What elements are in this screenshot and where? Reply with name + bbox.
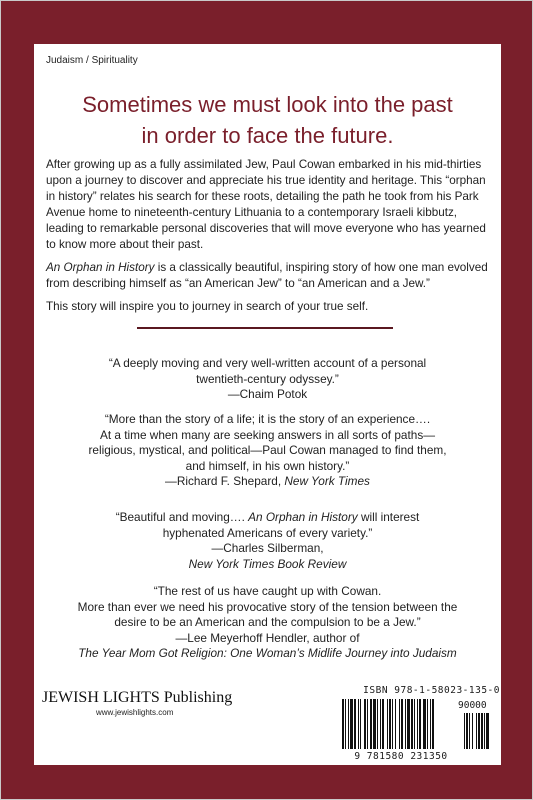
review-quote-silberman <box>34 510 501 572</box>
quote-line: More than ever we need his provocative story of the tension between the <box>77 599 458 614</box>
quote-line: At a time when many are seeking answers in all sorts of paths— <box>99 427 436 442</box>
headline-line-2: in order to face the future. <box>141 123 394 148</box>
headline-line-1: Sometimes we must look into the past <box>82 92 453 117</box>
attribution-publication: New York Times <box>284 474 370 488</box>
quote-line: and himself, in his own history.” <box>185 458 350 473</box>
quote-line: desire to be an American and the compulsion to be a Jew.” <box>114 615 421 629</box>
quote-text: “Beautiful and moving…. <box>115 510 249 524</box>
headline <box>34 89 501 151</box>
attribution-publication: New York Times Book Review <box>188 556 347 571</box>
quote-line: “The rest of us have caught up with Cowan. <box>153 584 382 598</box>
review-quote-hendler <box>34 584 501 662</box>
publisher-logo: JEWISH LIGHTS Publishing <box>42 689 233 706</box>
quote-line: religious, mystical, and political—Paul Cowan managed to find them, <box>88 443 447 457</box>
attribution-name: —Lee Meyerhoff Hendler, author of <box>175 630 360 645</box>
attribution-name: —Richard F. Shepard, <box>165 474 285 488</box>
quote-line: “More than the story of a life; it is the story of an experience…. <box>104 412 431 426</box>
cover-panel <box>34 44 501 765</box>
description <box>46 157 494 322</box>
book-title-italic: An Orphan in History <box>248 510 358 524</box>
description-paragraph-2-text: is a classically beautiful, inspiring story of how one man evolved from describing himself as “an American Jew” to “an American and a Jew.” <box>46 261 488 290</box>
quote-line <box>34 510 501 526</box>
category-label: Judaism / Spirituality <box>46 55 138 66</box>
quote-line: hyphenated Americans of every variety.” <box>162 525 373 540</box>
book-title-italic: An Orphan in History <box>46 261 155 274</box>
isbn-label: ISBN 978-1-58023-135-0 <box>363 685 500 696</box>
quote-line: “A deeply moving and very well-written account of a personal <box>108 356 427 370</box>
publisher-url: www.jewishlights.com <box>96 708 174 717</box>
isbn-barcode <box>340 685 500 765</box>
quote-line: twentieth-century odyssey.” <box>196 371 339 386</box>
attribution-name: —Charles Silberman, <box>211 541 324 555</box>
description-paragraph-1: After growing up as a fully assimilated Jew, Paul Cowan embarked in his mid-thirties upon a journey to discover and appreciate his true identity and heritage. This “orphan in history” relates his search for these roots, detailing the path he took from his Park Avenue home to nineteenth-century Lithuania to a contemporary Israeli kibbutz, leading to remarkable personal discoveries that will move everyone who has yearned to know more about their past. <box>46 158 486 251</box>
isbn-number: 9 781580 231350 <box>354 751 448 762</box>
attribution-publication: The Year Mom Got Religion: One Woman’s Midlife Journey into Judaism <box>78 646 457 660</box>
review-quote-potok <box>34 356 501 403</box>
quote-attribution <box>34 474 501 490</box>
review-quote-shepard <box>34 412 501 490</box>
description-paragraph-2 <box>46 260 494 292</box>
price-code: 90000 <box>458 700 487 711</box>
quote-text: will interest <box>357 510 420 524</box>
description-paragraph-3: This story will inspire you to journey in search of your true self. <box>46 300 369 313</box>
divider-rule <box>137 327 393 329</box>
quote-attribution: —Chaim Potok <box>227 387 308 401</box>
